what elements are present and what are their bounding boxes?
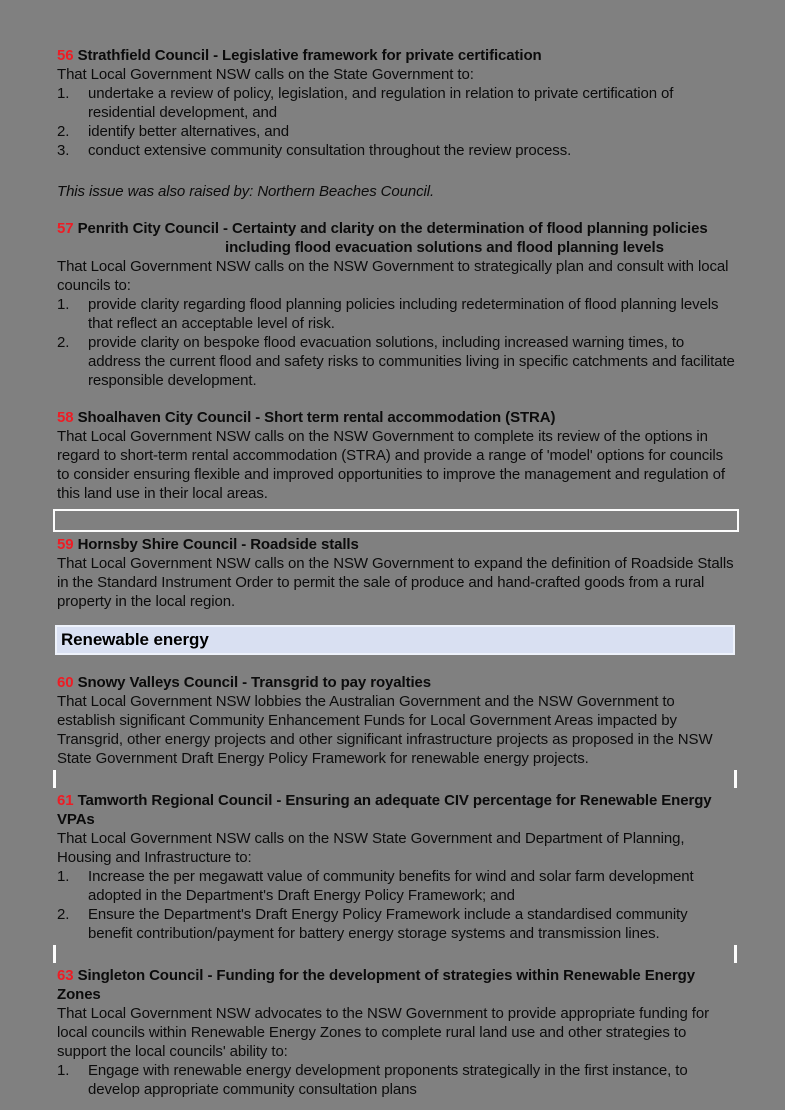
motion-heading	[57, 791, 735, 829]
list-item-text: Engage with renewable energy development proponents strategically in the first instance, to develop appropriate community consultation plans	[88, 1062, 688, 1098]
motion-61	[57, 791, 735, 943]
motion-title: Singleton Council - Funding for the development of strategies within Renewable Energy Zones	[57, 967, 695, 1003]
list-item-text: conduct extensive community consultation throughout the review process.	[88, 142, 572, 159]
list-item	[57, 295, 735, 333]
motion-number: 63	[57, 967, 74, 984]
motion-title: Hornsby Shire Council - Roadside stalls	[77, 536, 359, 553]
list-item-text: Ensure the Department's Draft Energy Policy Framework include a standardised community benefit contribution/payment for battery energy storage systems and transmission lines.	[88, 906, 688, 942]
motion-heading	[57, 966, 735, 1004]
motion-intro: That Local Government NSW advocates to the NSW Government to provide appropriate funding for local councils within Renewable Energy Zones to complete rural land use and other strategies to support the local councils' ability to:	[57, 1005, 709, 1060]
list-item	[57, 905, 735, 943]
motion-heading	[57, 46, 735, 65]
list-item-number: 1.	[57, 85, 70, 102]
also-raised-note: This issue was also raised by: Northern Beaches Council.	[57, 183, 435, 200]
list-item-text: undertake a review of policy, legislation, and regulation in relation to private certification of residential development, and	[88, 85, 674, 121]
list-item	[57, 84, 735, 122]
motion-title: Penrith City Council - Certainty and clarity on the determination of flood planning policies	[77, 220, 708, 237]
list-item-number: 3.	[57, 142, 70, 159]
list-item	[57, 333, 735, 390]
motion-heading	[57, 535, 735, 554]
list-item-number: 2.	[57, 906, 70, 923]
motion-number: 61	[57, 792, 74, 809]
list-item-text: provide clarity on bespoke flood evacuation solutions, including increased warning times, to address the current flood and safety risks to communities living in specific catchments and facilitate responsible development.	[88, 334, 735, 389]
document-content	[57, 46, 735, 1099]
motion-heading	[57, 219, 735, 238]
motion-56	[57, 46, 735, 201]
list-item	[57, 1061, 735, 1099]
motion-heading	[57, 673, 735, 692]
empty-text-box	[53, 509, 739, 532]
motion-number: 58	[57, 409, 74, 426]
section-header-bar: Renewable energy	[55, 625, 735, 655]
motion-body: That Local Government NSW lobbies the Australian Government and the NSW Government to establish significant Community Enhancement Funds for Local Government Areas impacted by Transgrid, other energy projects and other significant infrastructure projects as proposed in the NSW State Government Draft Energy Policy Framework for renewable energy projects.	[57, 693, 713, 767]
motion-57	[57, 219, 735, 390]
motion-heading	[57, 408, 735, 427]
motion-title: Shoalhaven City Council - Short term rental accommodation (STRA)	[77, 409, 556, 426]
list-item	[57, 122, 735, 141]
list-item-number: 1.	[57, 868, 70, 885]
motion-number: 59	[57, 536, 74, 553]
motion-title: Strathfield Council - Legislative framework for private certification	[77, 47, 542, 64]
selection-marker-right	[734, 945, 737, 963]
list-item	[57, 867, 735, 905]
selection-markers	[53, 770, 737, 788]
motion-body: That Local Government NSW calls on the NSW Government to complete its review of the options in regard to short-term rental accommodation (STRA) and provide a range of 'model' options for councils to consider ensuring flexible and improved opportunities to improve the management and regulation of this land use in their local areas.	[57, 428, 725, 502]
motion-intro: That Local Government NSW calls on the State Government to:	[57, 66, 474, 83]
motion-title: Tamworth Regional Council - Ensuring an adequate CIV percentage for Renewable Energy VPAs	[57, 792, 712, 828]
selection-marker-left	[53, 945, 56, 963]
list-item	[57, 141, 735, 160]
list-item-number: 1.	[57, 1062, 70, 1079]
motion-number: 56	[57, 47, 74, 64]
motion-59	[57, 535, 735, 611]
motion-63	[57, 966, 735, 1099]
list-item-number: 2.	[57, 334, 70, 351]
list-item-number: 1.	[57, 296, 70, 313]
selection-marker-right	[734, 770, 737, 788]
motion-intro: That Local Government NSW calls on the NSW State Government and Department of Planning, Housing and Infrastructure to:	[57, 830, 685, 866]
motion-60	[57, 673, 735, 768]
selection-markers	[53, 945, 737, 963]
selection-marker-left	[53, 770, 56, 788]
motion-number: 57	[57, 220, 74, 237]
motion-body: That Local Government NSW calls on the NSW Government to expand the definition of Roadside Stalls in the Standard Instrument Order to permit the sale of produce and hand-crafted goods from a rural property in the local region.	[57, 555, 734, 610]
list-item-text: identify better alternatives, and	[88, 123, 289, 140]
list-item-text: Increase the per megawatt value of community benefits for wind and solar farm development adopted in the Department's Draft Energy Policy Framework; and	[88, 868, 694, 904]
motion-intro: That Local Government NSW calls on the NSW Government to strategically plan and consult with local councils to:	[57, 258, 729, 294]
motion-title-line2: including flood evacuation solutions and flood planning levels	[225, 239, 664, 256]
list-item-text: provide clarity regarding flood planning policies including redetermination of flood planning levels that reflect an acceptable level of risk.	[88, 296, 719, 332]
motion-58	[57, 408, 735, 503]
motion-number: 60	[57, 674, 74, 691]
list-item-number: 2.	[57, 123, 70, 140]
motion-title: Snowy Valleys Council - Transgrid to pay royalties	[77, 674, 432, 691]
